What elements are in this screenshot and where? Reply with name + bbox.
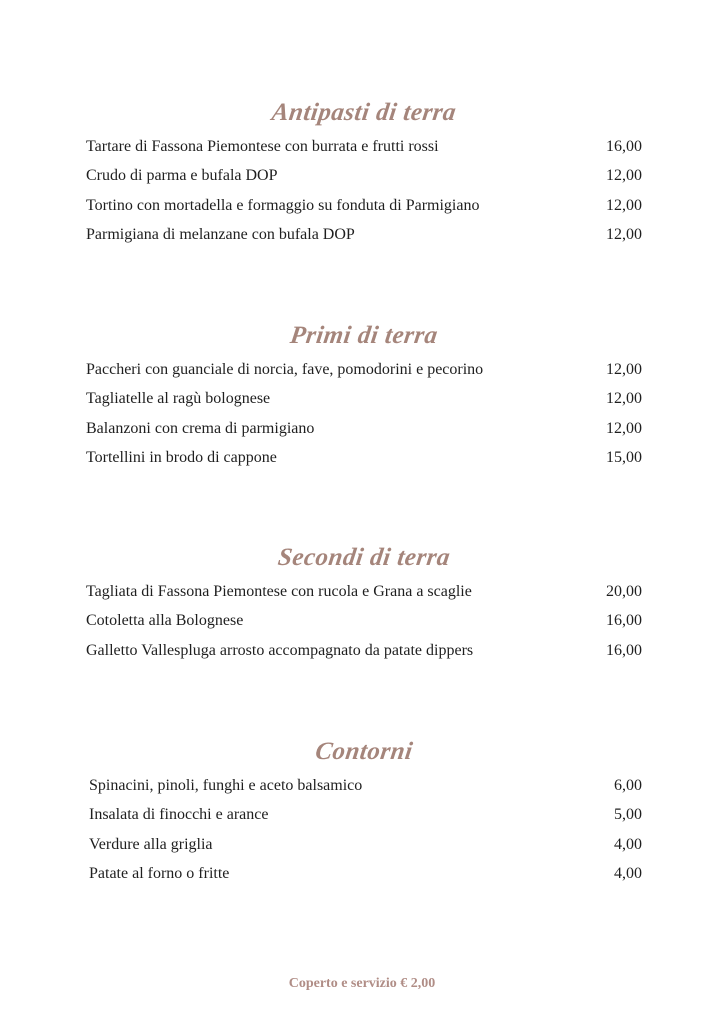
item-name: Patate al forno o fritte <box>89 864 230 882</box>
item-price: 16,00 <box>606 138 642 155</box>
menu-item <box>86 583 642 612</box>
item-price: 12,00 <box>606 390 642 408</box>
section-secondi <box>86 543 642 671</box>
item-name: Tartare di Fassona Piemontese con burrata e frutti rossi <box>86 138 439 155</box>
menu-item <box>86 865 642 894</box>
item-name: Parmigiana di melanzane con bufala DOP <box>86 225 355 243</box>
menu-item <box>86 806 642 835</box>
menu-list <box>86 138 642 255</box>
item-price: 5,00 <box>614 806 642 824</box>
section-title-secondi: Secondi di terra <box>276 544 452 571</box>
item-price: 12,00 <box>606 225 642 243</box>
menu-item <box>86 612 642 641</box>
item-name: Crudo di parma e bufala DOP <box>86 167 278 185</box>
menu-item <box>86 390 642 419</box>
item-name: Tortino con mortadella e formaggio su fonduta di Parmigiano <box>86 196 480 214</box>
item-price: 20,00 <box>606 583 642 600</box>
menu-item <box>86 167 642 196</box>
item-name: Paccheri con guanciale di norcia, fave, pomodorini e pecorino <box>86 361 484 378</box>
menu-list <box>86 583 642 671</box>
item-price: 16,00 <box>606 641 642 659</box>
item-name: Verdure alla griglia <box>89 835 213 853</box>
item-name: Balanzoni con crema di parmigiano <box>86 419 315 437</box>
menu-item <box>86 361 642 390</box>
cover-charge-note: Coperto e servizio € 2,00 <box>288 976 436 991</box>
item-price: 4,00 <box>614 864 642 882</box>
item-name: Cotoletta alla Bolognese <box>86 612 244 630</box>
item-price: 12,00 <box>606 361 642 378</box>
menu-item <box>86 226 642 255</box>
item-name: Galletto Vallespluga arrosto accompagnato da patate dippers <box>86 641 474 659</box>
menu-item <box>86 836 642 865</box>
item-name: Tagliata di Fassona Piemontese con rucola e Grana a scaglie <box>86 583 472 600</box>
item-price: 12,00 <box>606 167 642 185</box>
menu-item <box>86 642 642 671</box>
item-name: Insalata di finocchi e arance <box>89 806 269 824</box>
section-title-antipasti: Antipasti di terra <box>270 99 458 126</box>
section-contorni <box>86 737 642 894</box>
menu-item <box>86 420 642 449</box>
item-name: Tagliatelle al ragù bolognese <box>86 390 271 408</box>
item-price: 6,00 <box>614 777 642 794</box>
item-price: 15,00 <box>606 448 642 466</box>
section-title-contorni: Contorni <box>313 738 415 765</box>
item-name: Tortellini in brodo di cappone <box>86 448 277 466</box>
menu-item <box>86 449 642 478</box>
section-antipasti <box>86 98 642 255</box>
item-price: 4,00 <box>614 835 642 853</box>
item-price: 12,00 <box>606 419 642 437</box>
menu-list <box>86 777 642 894</box>
item-price: 12,00 <box>606 196 642 214</box>
menu-list <box>86 361 642 478</box>
item-price: 16,00 <box>606 612 642 630</box>
item-name: Spinacini, pinoli, funghi e aceto balsamico <box>89 777 363 794</box>
menu-item <box>86 777 642 806</box>
section-title-primi: Primi di terra <box>288 322 440 349</box>
menu-item <box>86 138 642 167</box>
menu-item <box>86 197 642 226</box>
section-primi <box>86 321 642 478</box>
